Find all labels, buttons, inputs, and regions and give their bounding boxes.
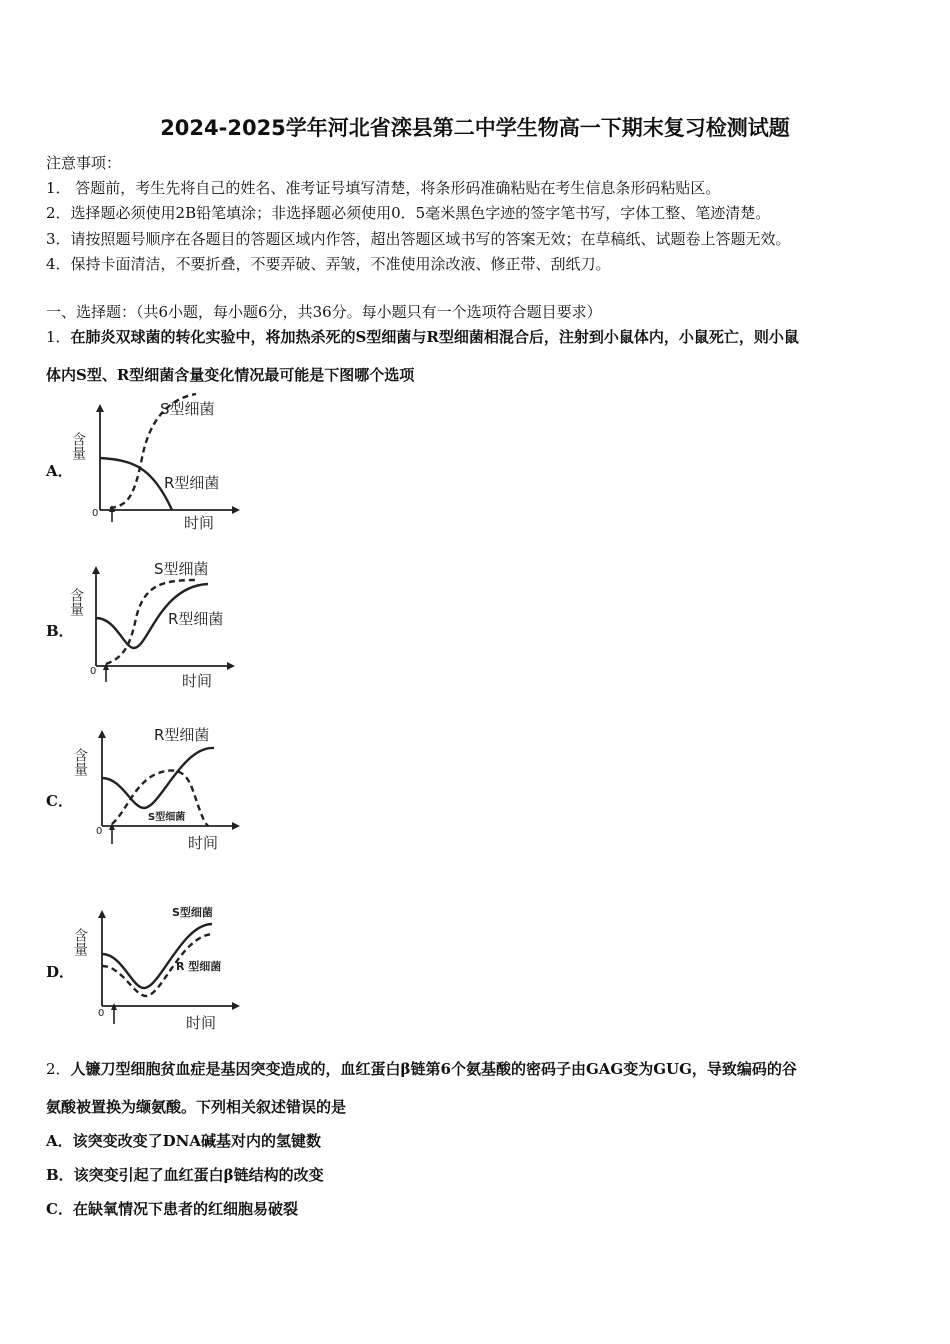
option-b[interactable]: B．该突变引起了血红蛋白β链结构的改变	[46, 1166, 324, 1184]
x-axis-arrow	[227, 662, 235, 670]
question-1-line-1	[46, 326, 906, 347]
y-axis-arrow	[98, 730, 106, 738]
section-heading: 一、选择题：（共6小题，每小题6分，共36分。每小题只有一个选项符合题目要求）	[46, 303, 602, 321]
s-series-label: S型细菌	[160, 400, 215, 418]
question-number: 1．	[46, 328, 71, 346]
question-2-line-2: 氨酸被置换为缬氨酸。下列相关叙述错误的是	[46, 1098, 347, 1116]
x-axis-arrow	[232, 506, 240, 514]
question-1-line-2: 体内S型、R型细菌含量变化情况最可能是下图哪个选项	[46, 366, 415, 384]
r-bacteria-curve	[100, 458, 172, 510]
x-axis-arrow	[232, 822, 240, 830]
option-a-graph	[72, 398, 272, 536]
r-series-label: R 型细菌	[176, 960, 222, 973]
x-axis-arrow	[232, 1002, 240, 1010]
question-text: 人镰刀型细胞贫血症是基因突变造成的，血红蛋白β链第6个氨基酸的密码子由GAG变为GUG，导致编码的谷	[70, 1060, 797, 1078]
origin-label: 0	[96, 826, 103, 837]
option-c[interactable]: C．在缺氧情况下患者的红细胞易破裂	[46, 1200, 298, 1218]
notice-item: 4．保持卡面清洁，不要折叠，不要弄破、弄皱，不准使用涂改液、修正带、刮纸刀。	[46, 255, 611, 273]
option-b-label[interactable]: B．	[46, 622, 74, 640]
r-series-label: R型细菌	[168, 610, 224, 628]
x-axis-label: 时间	[188, 834, 219, 852]
origin-label: 0	[98, 1008, 105, 1019]
x-axis-label: 时间	[182, 672, 213, 690]
s-series-label: S型细菌	[148, 812, 186, 823]
y-axis-label: 含量	[68, 588, 84, 616]
r-bacteria-curve	[102, 748, 214, 808]
option-d-graph	[72, 898, 272, 1038]
question-2-line-1	[46, 1058, 906, 1079]
option-d-label[interactable]: D．	[46, 963, 75, 981]
origin-label: 0	[92, 508, 99, 519]
page-title: 2024-2025学年河北省滦县第二中学生物高一下期末复习检测试题	[160, 116, 790, 140]
notice-item: 1． 答题前，考生先将自己的姓名、准考证号填写清楚，将条形码准确粘贴在考生信息条形码粘贴区。	[46, 179, 721, 197]
question-text: 在肺炎双球菌的转化实验中，将加热杀死的S型细菌与R型细菌相混合后，注射到小鼠体内，小鼠死亡，则小鼠	[70, 328, 799, 346]
y-axis-arrow	[92, 566, 100, 574]
r-series-label: R型细菌	[154, 726, 210, 744]
y-axis-arrow	[98, 910, 106, 918]
s-series-label: S型细菌	[154, 560, 209, 578]
option-a-label[interactable]: A．	[46, 462, 73, 480]
notice-item: 3．请按照题号顺序在各题目的答题区域内作答，超出答题区域书写的答案无效；在草稿纸、试题卷上答题无效。	[46, 230, 791, 248]
y-axis-label: 含量	[72, 928, 88, 956]
y-axis-arrow	[96, 404, 104, 412]
s-bacteria-curve	[102, 924, 212, 988]
r-series-label: R型细菌	[164, 474, 220, 492]
y-axis-label: 含量	[70, 432, 86, 460]
origin-label: 0	[90, 666, 97, 677]
option-c-graph	[72, 722, 272, 860]
notice-heading: 注意事项：	[46, 154, 122, 172]
option-b-graph	[68, 558, 272, 696]
s-series-label: S型细菌	[172, 906, 213, 919]
notice-item: 2．选择题必须使用2B铅笔填涂；非选择题必须使用0．5毫米黑色字迹的签字笔书写，字体工整、笔迹清楚。	[46, 204, 771, 222]
y-axis-label: 含量	[72, 748, 88, 776]
x-axis-label: 时间	[184, 514, 215, 532]
option-c-label[interactable]: C．	[46, 792, 73, 810]
question-number: 2．	[46, 1060, 71, 1078]
option-a[interactable]: A．该突变改变了DNA碱基对内的氢键数	[46, 1132, 321, 1150]
x-axis-label: 时间	[186, 1014, 217, 1032]
